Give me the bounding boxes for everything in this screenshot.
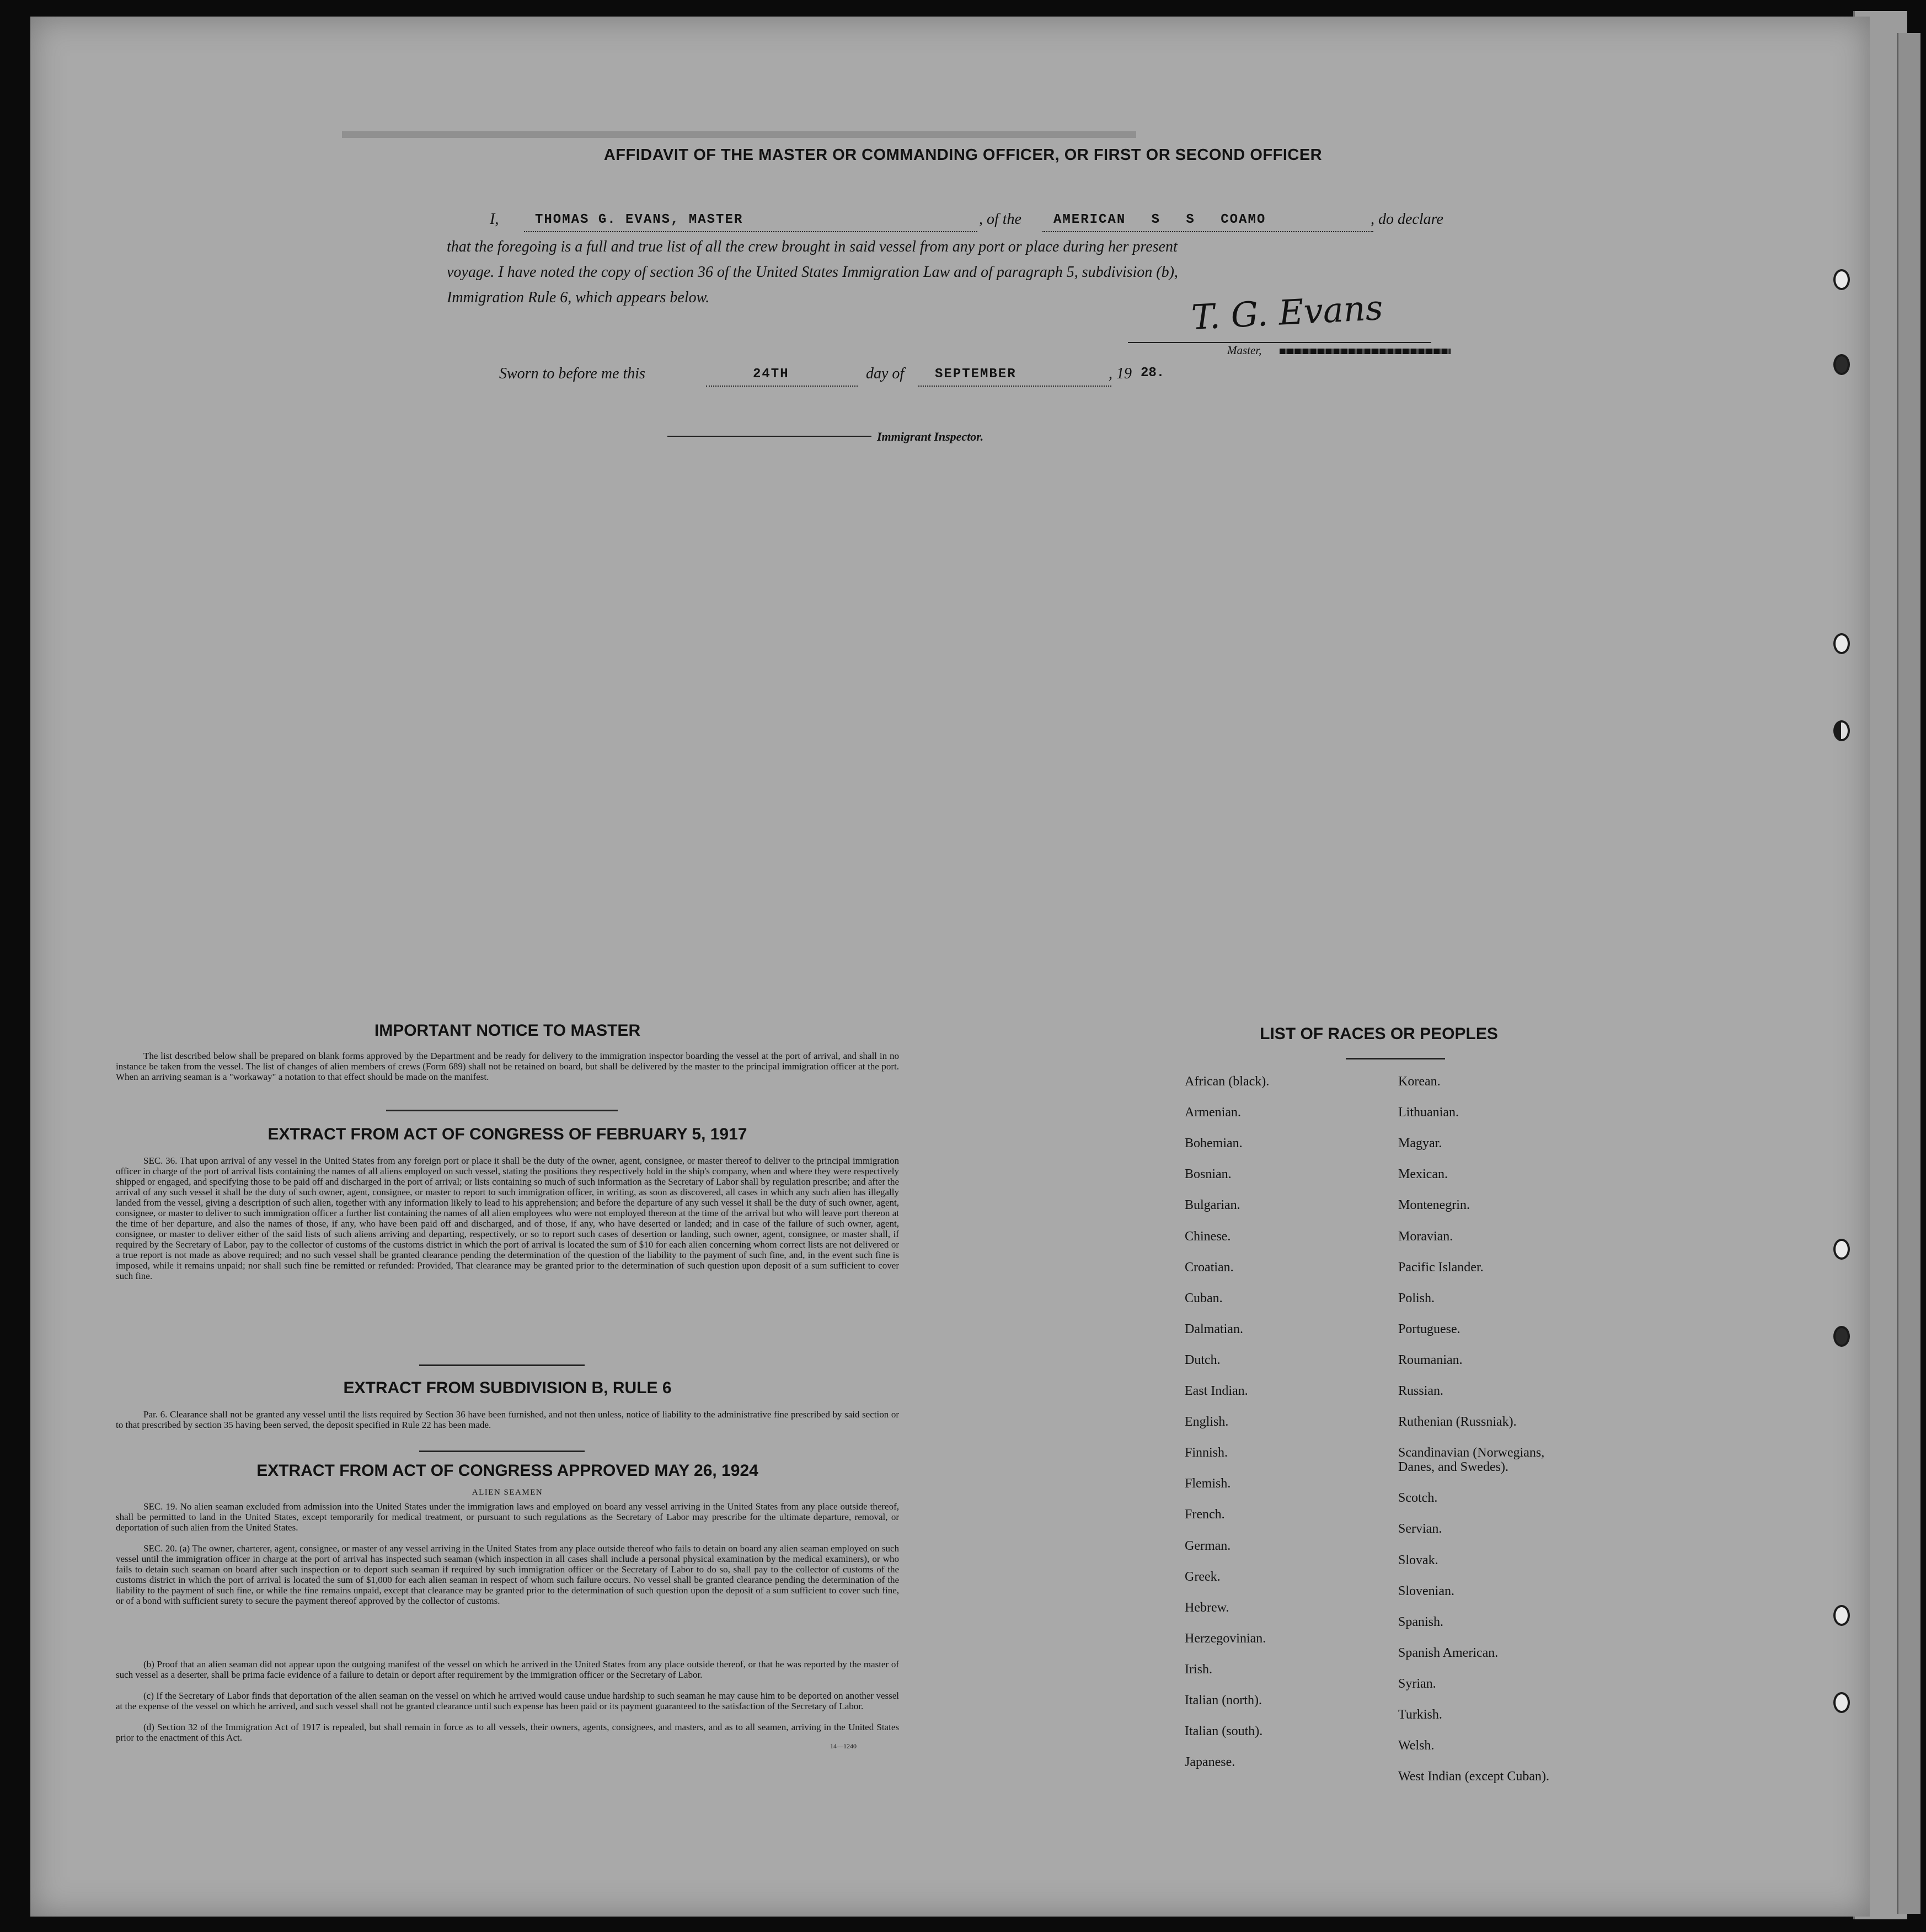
do-declare-label: , do declare: [1371, 211, 1443, 228]
inspector-label: Immigrant Inspector.: [877, 430, 984, 443]
race-item: Finnish.: [1185, 1446, 1228, 1460]
declaration-line-4: Immigration Rule 6, which appears below.: [447, 289, 710, 306]
extract-1924-sec19: SEC. 19. No alien seaman excluded from admission into the United States under the immigration laws and employed on board any vessel arriving in the United States from any place outside thereof, shall be permitted to land in the United States, except temporarily for medical treatment, or pursuant to such regulations as the Secretary of Labor may prescribe for the ultimate departure, removal, or deportation of such alien from the United States.: [116, 1501, 899, 1533]
underlying-page-edge-2: [1897, 33, 1920, 1914]
extract-rule6-title: EXTRACT FROM SUBDIVISION B, RULE 6: [343, 1379, 672, 1397]
punch-hole: [1833, 269, 1850, 290]
extract-1924-sec20c: (c) If the Secretary of Labor finds that deportation of the alien seaman on the vessel on which he arrived would cause undue hardship to such seaman he may cause him to be deported on another vessel at the expense of the vessel on which he arrived, and such vessel shall not be granted clearance until such expense has been paid or its payment guaranteed to the satisfaction of the Secretary of Labor.: [116, 1690, 899, 1711]
race-item: Greek.: [1185, 1569, 1221, 1584]
race-item: East Indian.: [1185, 1384, 1248, 1398]
race-item: Scandinavian (Norwegians,: [1398, 1446, 1545, 1460]
extract-1924-title: EXTRACT FROM ACT OF CONGRESS APPROVED MAY 26, 1924: [256, 1462, 758, 1480]
race-item: Welsh.: [1398, 1738, 1435, 1753]
affidavit-title: AFFIDAVIT OF THE MASTER OR COMMANDING OFFICER, OR FIRST OR SECOND OFFICER: [603, 146, 1323, 164]
divider-2: [419, 1364, 585, 1366]
race-item: Italian (south).: [1185, 1724, 1263, 1739]
race-item: Lithuanian.: [1398, 1105, 1459, 1120]
race-item: Slovenian.: [1398, 1583, 1454, 1598]
vessel-name-field: AMERICAN S S COAMO: [1042, 212, 1373, 232]
race-item: Montenegrin.: [1398, 1198, 1470, 1213]
race-item: Armenian.: [1185, 1105, 1241, 1120]
punch-hole: [1833, 720, 1850, 741]
master-signature: T. G. Evans: [1190, 287, 1384, 338]
race-item: Moravian.: [1398, 1229, 1453, 1244]
race-item: Cuban.: [1185, 1291, 1223, 1305]
extract-rule6-body: Par. 6. Clearance shall not be granted any vessel until the lists required by Section 36 have been furnished, and not then unless, notice of liability to the administrative fine prescribed by said section or to that prescribed by section 35 having been served, the deposit specified in Rule 22 has been made.: [116, 1409, 899, 1430]
punch-hole: [1833, 1692, 1850, 1713]
race-item: Danes, and Swedes).: [1398, 1460, 1508, 1475]
punch-hole: [1833, 633, 1850, 654]
race-item: Roumanian.: [1398, 1352, 1463, 1367]
race-item: Flemish.: [1185, 1476, 1231, 1491]
race-item: French.: [1185, 1507, 1225, 1522]
notice-body: The list described below shall be prepared on blank forms approved by the Department and be ready for delivery to the immigration inspector boarding the vessel at the port of arrival, and shall in no instance be taken from the vessel. The list of changes of alien members of crews (Form 689) shall not be retained on board, but shall be delivered by the master to the principal immigration officer at the port. When an arriving seaman is a "workaway" a notation to that effect should be made on the manifest.: [116, 1051, 899, 1082]
notice-title: IMPORTANT NOTICE TO MASTER: [374, 1021, 641, 1040]
punch-hole: [1833, 354, 1850, 375]
inspector-signature-line: [667, 436, 871, 437]
year-prefix: , 19: [1109, 365, 1132, 382]
race-item: Turkish.: [1398, 1708, 1442, 1722]
struck-officer-title: [1280, 349, 1451, 354]
race-item: Syrian.: [1398, 1676, 1436, 1691]
race-item: Croatian.: [1185, 1260, 1234, 1275]
race-item: Portuguese.: [1398, 1321, 1460, 1336]
day-of-label: day of: [866, 365, 905, 382]
race-item: Russian.: [1398, 1384, 1444, 1398]
race-item: Korean.: [1398, 1074, 1441, 1089]
signature-line: [1128, 342, 1431, 343]
bleed-through-heading: ▬▬▬▬▬▬▬▬▬▬▬▬▬▬▬▬▬▬▬▬▬▬▬▬▬▬▬▬▬▬▬▬▬▬▬▬: [342, 126, 1136, 151]
race-item: African (black).: [1185, 1074, 1270, 1089]
race-item: English.: [1185, 1415, 1229, 1430]
race-item: Bohemian.: [1185, 1136, 1243, 1151]
race-item: Bulgarian.: [1185, 1198, 1240, 1213]
extract-1924-sec20b: (b) Proof that an alien seaman did not appear upon the outgoing manifest of the vessel on which he arrived in the United States from any place outside thereof, or that he was reported by the master of such vessel as a deserter, shall be prima facie evidence of a failure to detain or deport after requirement by the immigration officer or the Secretary of Labor.: [116, 1659, 899, 1680]
declaration-line-2: that the foregoing is a full and true list of all the crew brought in said vessel from any port or place during her present: [447, 238, 1178, 255]
race-item: Pacific Islander.: [1398, 1260, 1484, 1275]
form-number: 14—1240: [830, 1742, 857, 1750]
race-item: Mexican.: [1398, 1167, 1448, 1182]
master-name-field: THOMAS G. EVANS, MASTER: [524, 212, 977, 232]
declaration-line-3: voyage. I have noted the copy of section 36 of the United States Immigration Law and of paragraph 5, subdivision (b),: [447, 264, 1178, 281]
race-item: Japanese.: [1185, 1755, 1235, 1770]
race-item: Italian (north).: [1185, 1693, 1262, 1708]
races-title-underline: [1346, 1058, 1445, 1059]
punch-hole: [1833, 1239, 1850, 1260]
race-item: Spanish American.: [1398, 1645, 1499, 1660]
race-item: Chinese.: [1185, 1229, 1231, 1244]
sworn-month-field: SEPTEMBER: [918, 367, 1111, 387]
sworn-day-field: 24TH: [706, 367, 858, 387]
race-item: Spanish.: [1398, 1614, 1444, 1629]
extract-1924-subtitle: ALIEN SEAMEN: [472, 1488, 543, 1497]
sworn-label: Sworn to before me this: [499, 365, 645, 382]
race-item: Slovak.: [1398, 1553, 1438, 1567]
punch-hole: [1833, 1605, 1850, 1626]
race-item: Dutch.: [1185, 1352, 1221, 1367]
extract-1917-body: SEC. 36. That upon arrival of any vessel in the United States from any foreign port or place it shall be the duty of the owner, agent, consignee, or master thereof to deliver to the principal immigration officer in charge of the port of arrival lists containing the names of all aliens employed on such vessel, stating the positions they respectively hold in the ship's company, when and where they were respectively shipped or engaged, and specifying those to be paid off and discharged in the port of arrival; or lists containing so much of such information as the Secretary of Labor shall by regulation prescribe; and after the arrival of any such vessel it shall be the duty of such owner, agent, consignee, or master to report to such immigration officer, in writing, as soon as discovered, all cases in which any such alien has illegally landed from the vessel, giving a description of such alien, together with any information likely to lead to his apprehension; and before the departure of any such vessel it shall be the duty of such owner, agent, consignee, or master to deliver to such immigration officer a further list containing the names of all alien employees who were not employed thereon at the time of the arrival but who will leave port thereon at the time of her departure, and also the names of those, if any, who have been paid off and discharged, and of those, if any, who have deserted or landed; and in case of the failure of such owner, agent, consignee, or master to deliver either of the said lists of such aliens arriving and departing, respectively, or so to report such cases of desertion or landing, such owner, agent, consignee, or master shall, if required by the Secretary of Labor, pay to the collector of customs of the customs district in which the port of arrival is located the sum of $10 for each alien concerning whom correct lists are not delivered or a true report is not made as above required; and no such vessel shall be granted clearance pending the determination of the question of the liability to the payment of such fine, and, in the event such fine is imposed, while it remains unpaid; nor shall such fine be remitted or refunded: Provided, That clearance may be granted prior to the determination of such question upon deposit of a sum sufficient to cover such fine.: [116, 1155, 899, 1281]
race-item: Scotch.: [1398, 1491, 1438, 1506]
race-item: Herzegovinian.: [1185, 1631, 1266, 1646]
divider-3: [419, 1451, 585, 1452]
of-the-label: , of the: [979, 211, 1021, 228]
race-item: German.: [1185, 1538, 1231, 1553]
race-item: Magyar.: [1398, 1136, 1442, 1151]
divider-1: [386, 1110, 618, 1111]
race-item: Bosnian.: [1185, 1167, 1232, 1182]
race-item: Polish.: [1398, 1291, 1435, 1305]
race-item: Hebrew.: [1185, 1600, 1229, 1615]
extract-1924-sec20d: (d) Section 32 of the Immigration Act of 1917 is repealed, but shall remain in force as to all vessels, their owners, agents, consignees, and masters, and as to all seamen, arriving in the United States prior to the enactment of this Act.: [116, 1722, 899, 1743]
race-item: West Indian (except Cuban).: [1398, 1769, 1549, 1784]
race-item: Irish.: [1185, 1662, 1212, 1677]
declarant-prefix: I,: [490, 211, 499, 228]
extract-1924-sec20a: SEC. 20. (a) The owner, charterer, agent, consignee, or master of any vessel arriving in the United States from any place outside thereof who fails to detain on board any alien seaman employed on such vessel until the immigration officer in charge at the port of arrival has inspected such seaman (which inspection in all cases shall include a personal physical examination by the medical examiners), or who fails to detain such seaman on board after such inspection or to deport such seaman if required by such immigration officer or the Secretary of Labor to do so, shall pay to the collector of customs of the customs district in which the port of arrival is located the sum of $1,000 for each alien seaman in respect of whom such failure occurs. No vessel shall be granted clearance pending the determination of the liability to the payment of such fine, or while the fine remains unpaid, except that clearance may be granted prior to the determination of such question upon the deposit of a sum sufficient to cover such fine, or of a bond with sufficient surety to secure the payment thereof approved by the collector of customs.: [116, 1543, 899, 1606]
signature-caption: Master,: [1227, 344, 1262, 357]
race-item: Dalmatian.: [1185, 1321, 1243, 1336]
race-item: Ruthenian (Russniak).: [1398, 1415, 1517, 1430]
races-title: LIST OF RACES OR PEOPLES: [1260, 1025, 1498, 1043]
year-suffix: 28.: [1141, 366, 1165, 381]
punch-hole: [1833, 1326, 1850, 1347]
race-item: Servian.: [1398, 1522, 1442, 1537]
extract-1917-title: EXTRACT FROM ACT OF CONGRESS OF FEBRUARY 5, 1917: [268, 1125, 747, 1143]
